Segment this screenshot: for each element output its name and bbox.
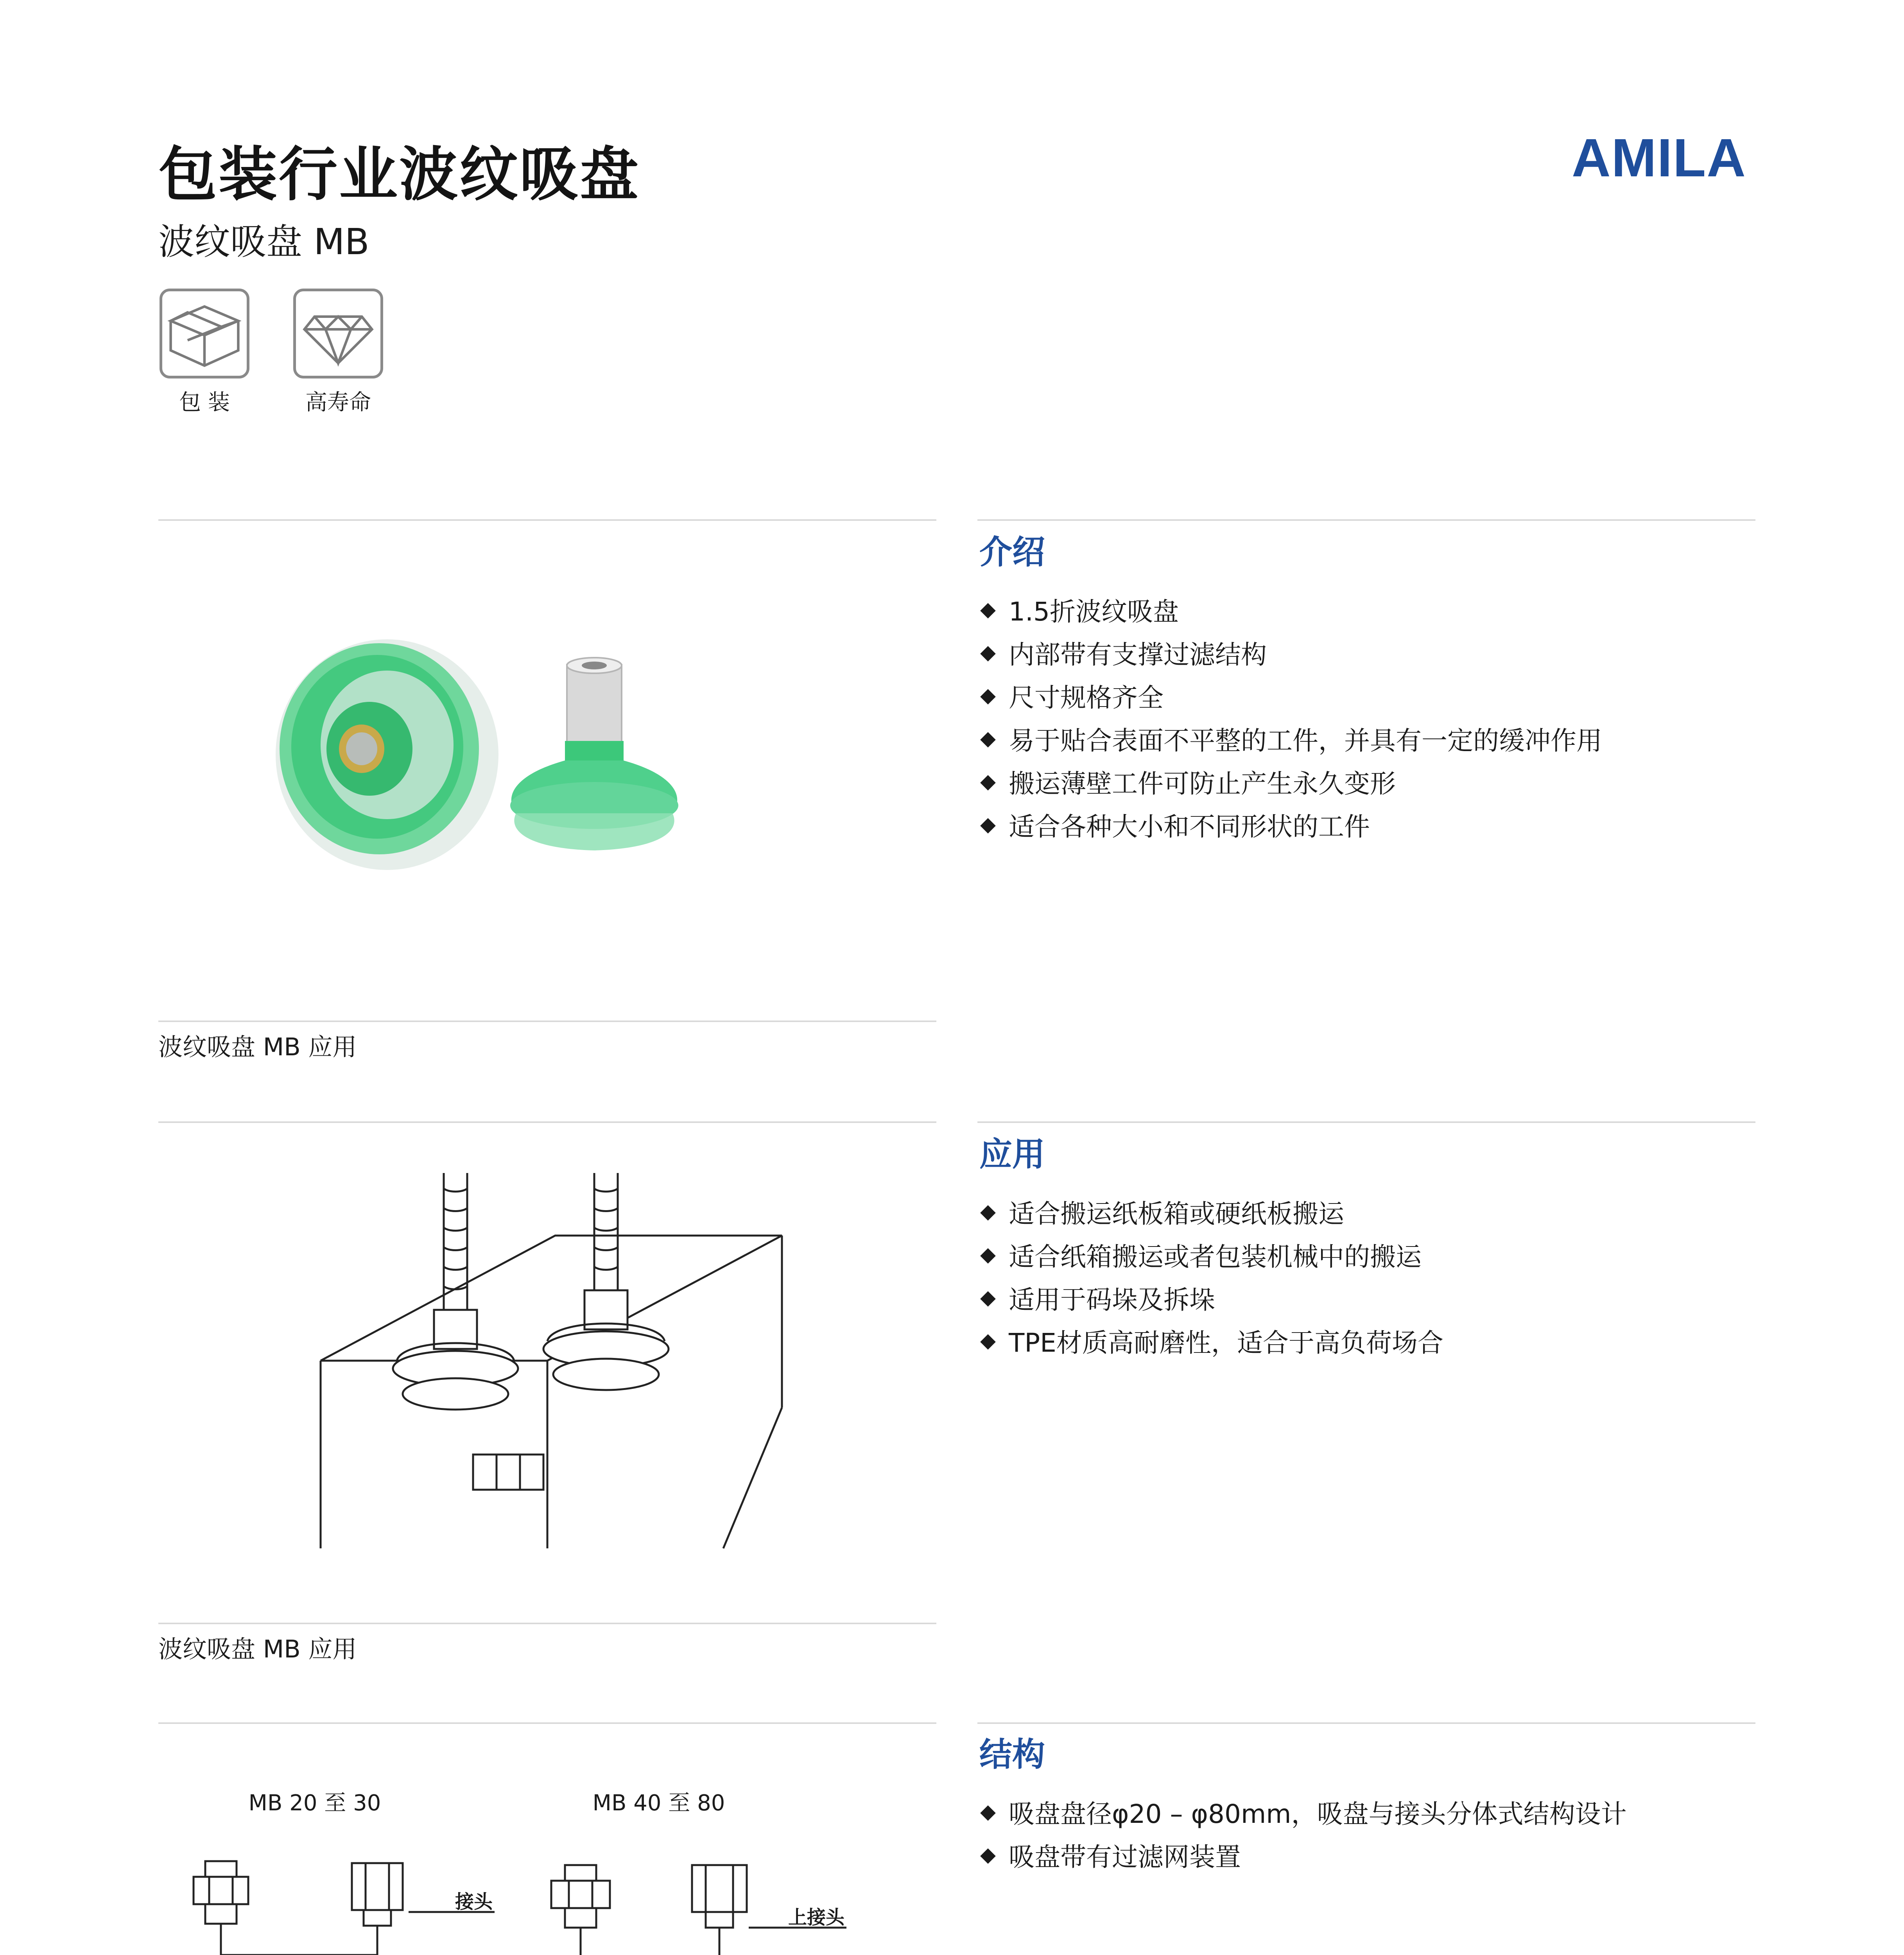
divider [158,1121,936,1123]
page-subtitle: 波纹吸盘 MB [158,221,369,263]
section-heading-application: 应用 [979,1135,1045,1173]
divider [158,1623,936,1624]
divider [158,1722,936,1724]
divider [977,1121,1755,1123]
list-item: 1.5折波纹吸盘 [979,590,1602,633]
badge-label-packaging: 包 装 [179,390,230,415]
badge-label-long-life: 高寿命 [305,390,371,415]
divider [158,1021,936,1022]
figure-caption: 波纹吸盘 MB 应用 [158,1033,357,1061]
list-item: 尺寸规格齐全 [979,676,1602,719]
box-icon [160,289,249,378]
product-photo [274,610,723,891]
list-item: 吸盘带有过滤网装置 [979,1836,1627,1879]
list-item: 适用于码垛及拆垛 [979,1279,1443,1322]
page-title: 包装行业波纹吸盘 [158,141,640,209]
brand-logo: AMILA [1572,128,1746,188]
diamond-icon [293,289,383,378]
divider [977,519,1755,521]
divider [977,1722,1755,1724]
system-design-diagram [158,1783,936,1955]
list-item: 吸盘盘径φ20 – φ80mm，吸盘与接头分体式结构设计 [979,1793,1627,1836]
list-item: 易于贴合表面不平整的工件，并具有一定的缓冲作用 [979,719,1602,762]
diagram-title-left: MB 20 至 30 [248,1790,381,1816]
list-item: 搬运薄壁工件可防止产生永久变形 [979,762,1602,805]
divider [158,519,936,521]
section-heading-intro: 介绍 [979,533,1045,571]
section-heading-structure: 结构 [979,1735,1045,1774]
list-item: 适合各种大小和不同形状的工件 [979,805,1602,848]
application-illustration [313,1173,801,1552]
label-fitting: 接头 [455,1891,493,1913]
diagram-title-right: MB 40 至 80 [592,1790,725,1816]
list-item: TPE材质高耐磨性，适合于高负荷场合 [979,1322,1443,1365]
intro-bullet-list [979,590,1602,848]
list-item: 适合纸箱搬运或者包装机械中的搬运 [979,1236,1443,1279]
structure-bullet-list [979,1793,1627,1879]
label-upper-fitting: 上接头 [788,1907,844,1928]
list-item: 内部带有支撑过滤结构 [979,633,1602,676]
application-bullet-list [979,1193,1443,1365]
list-item: 适合搬运纸板箱或硬纸板搬运 [979,1193,1443,1236]
figure-caption: 波纹吸盘 MB 应用 [158,1635,357,1663]
